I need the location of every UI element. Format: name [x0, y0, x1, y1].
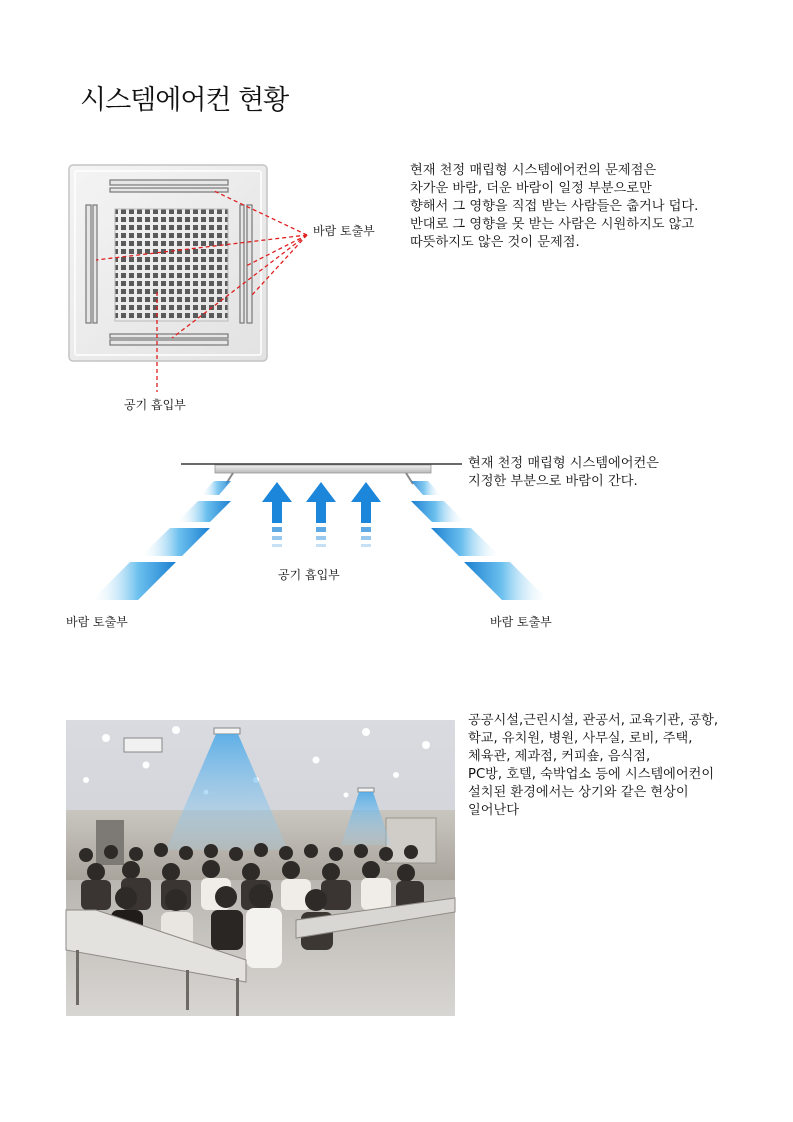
text-line: 반대로 그 영향을 못 받는 사람은 시원하지도 않고	[410, 217, 695, 232]
text-line: 일어난다	[468, 803, 519, 818]
seminar-room-photo	[66, 720, 455, 1016]
text-line: 공공시설,근린시설, 관공서, 교육기관, 공항,	[468, 713, 719, 728]
text-line: 현재 천정 매립형 시스템에어컨은	[468, 456, 659, 471]
text-line: 설치된 환경에서는 상기와 같은 현상이	[468, 785, 689, 800]
inlet-arrows	[262, 482, 381, 547]
ceiling-unit	[215, 465, 431, 473]
airflow-diagram	[0, 440, 793, 640]
text-line: 따뜻하지도 않은 것이 문제점.	[410, 235, 580, 250]
text-line: 학교, 유치원, 병원, 사무실, 로비, 주택,	[468, 731, 693, 746]
inlet-grille	[115, 209, 228, 321]
text-line: 향해서 그 영향을 직접 받는 사람들은 춥거나 덥다.	[410, 199, 699, 214]
inlet-label: 공기 흡입부	[124, 398, 186, 412]
right-outlet-stream	[411, 481, 548, 600]
text-line: 체육관, 제과점, 커피숖, 음식점,	[468, 749, 651, 764]
text-line: 현재 천정 매립형 시스템에어컨의 문제점은	[410, 163, 657, 178]
problem-description	[410, 162, 698, 252]
installation-sites-description	[468, 712, 718, 820]
right-outlet-label: 바람 토출부	[490, 615, 552, 629]
left-outlet-stream	[92, 481, 231, 600]
text-line: 차가운 바람, 더운 바람이 일정 부분으로만	[410, 181, 652, 196]
text-line: 지정한 부분으로 바람이 간다.	[468, 474, 638, 489]
page-title: 시스템에어컨 현황	[80, 85, 289, 116]
left-outlet-label: 바람 토출부	[66, 615, 128, 629]
inlet-label: 공기 흡입부	[278, 568, 340, 582]
airflow-description	[468, 455, 659, 491]
text-line: PC방, 호텔, 숙박업소 등에 시스템에어컨이	[468, 767, 715, 782]
outlet-label: 바람 토출부	[313, 224, 375, 238]
